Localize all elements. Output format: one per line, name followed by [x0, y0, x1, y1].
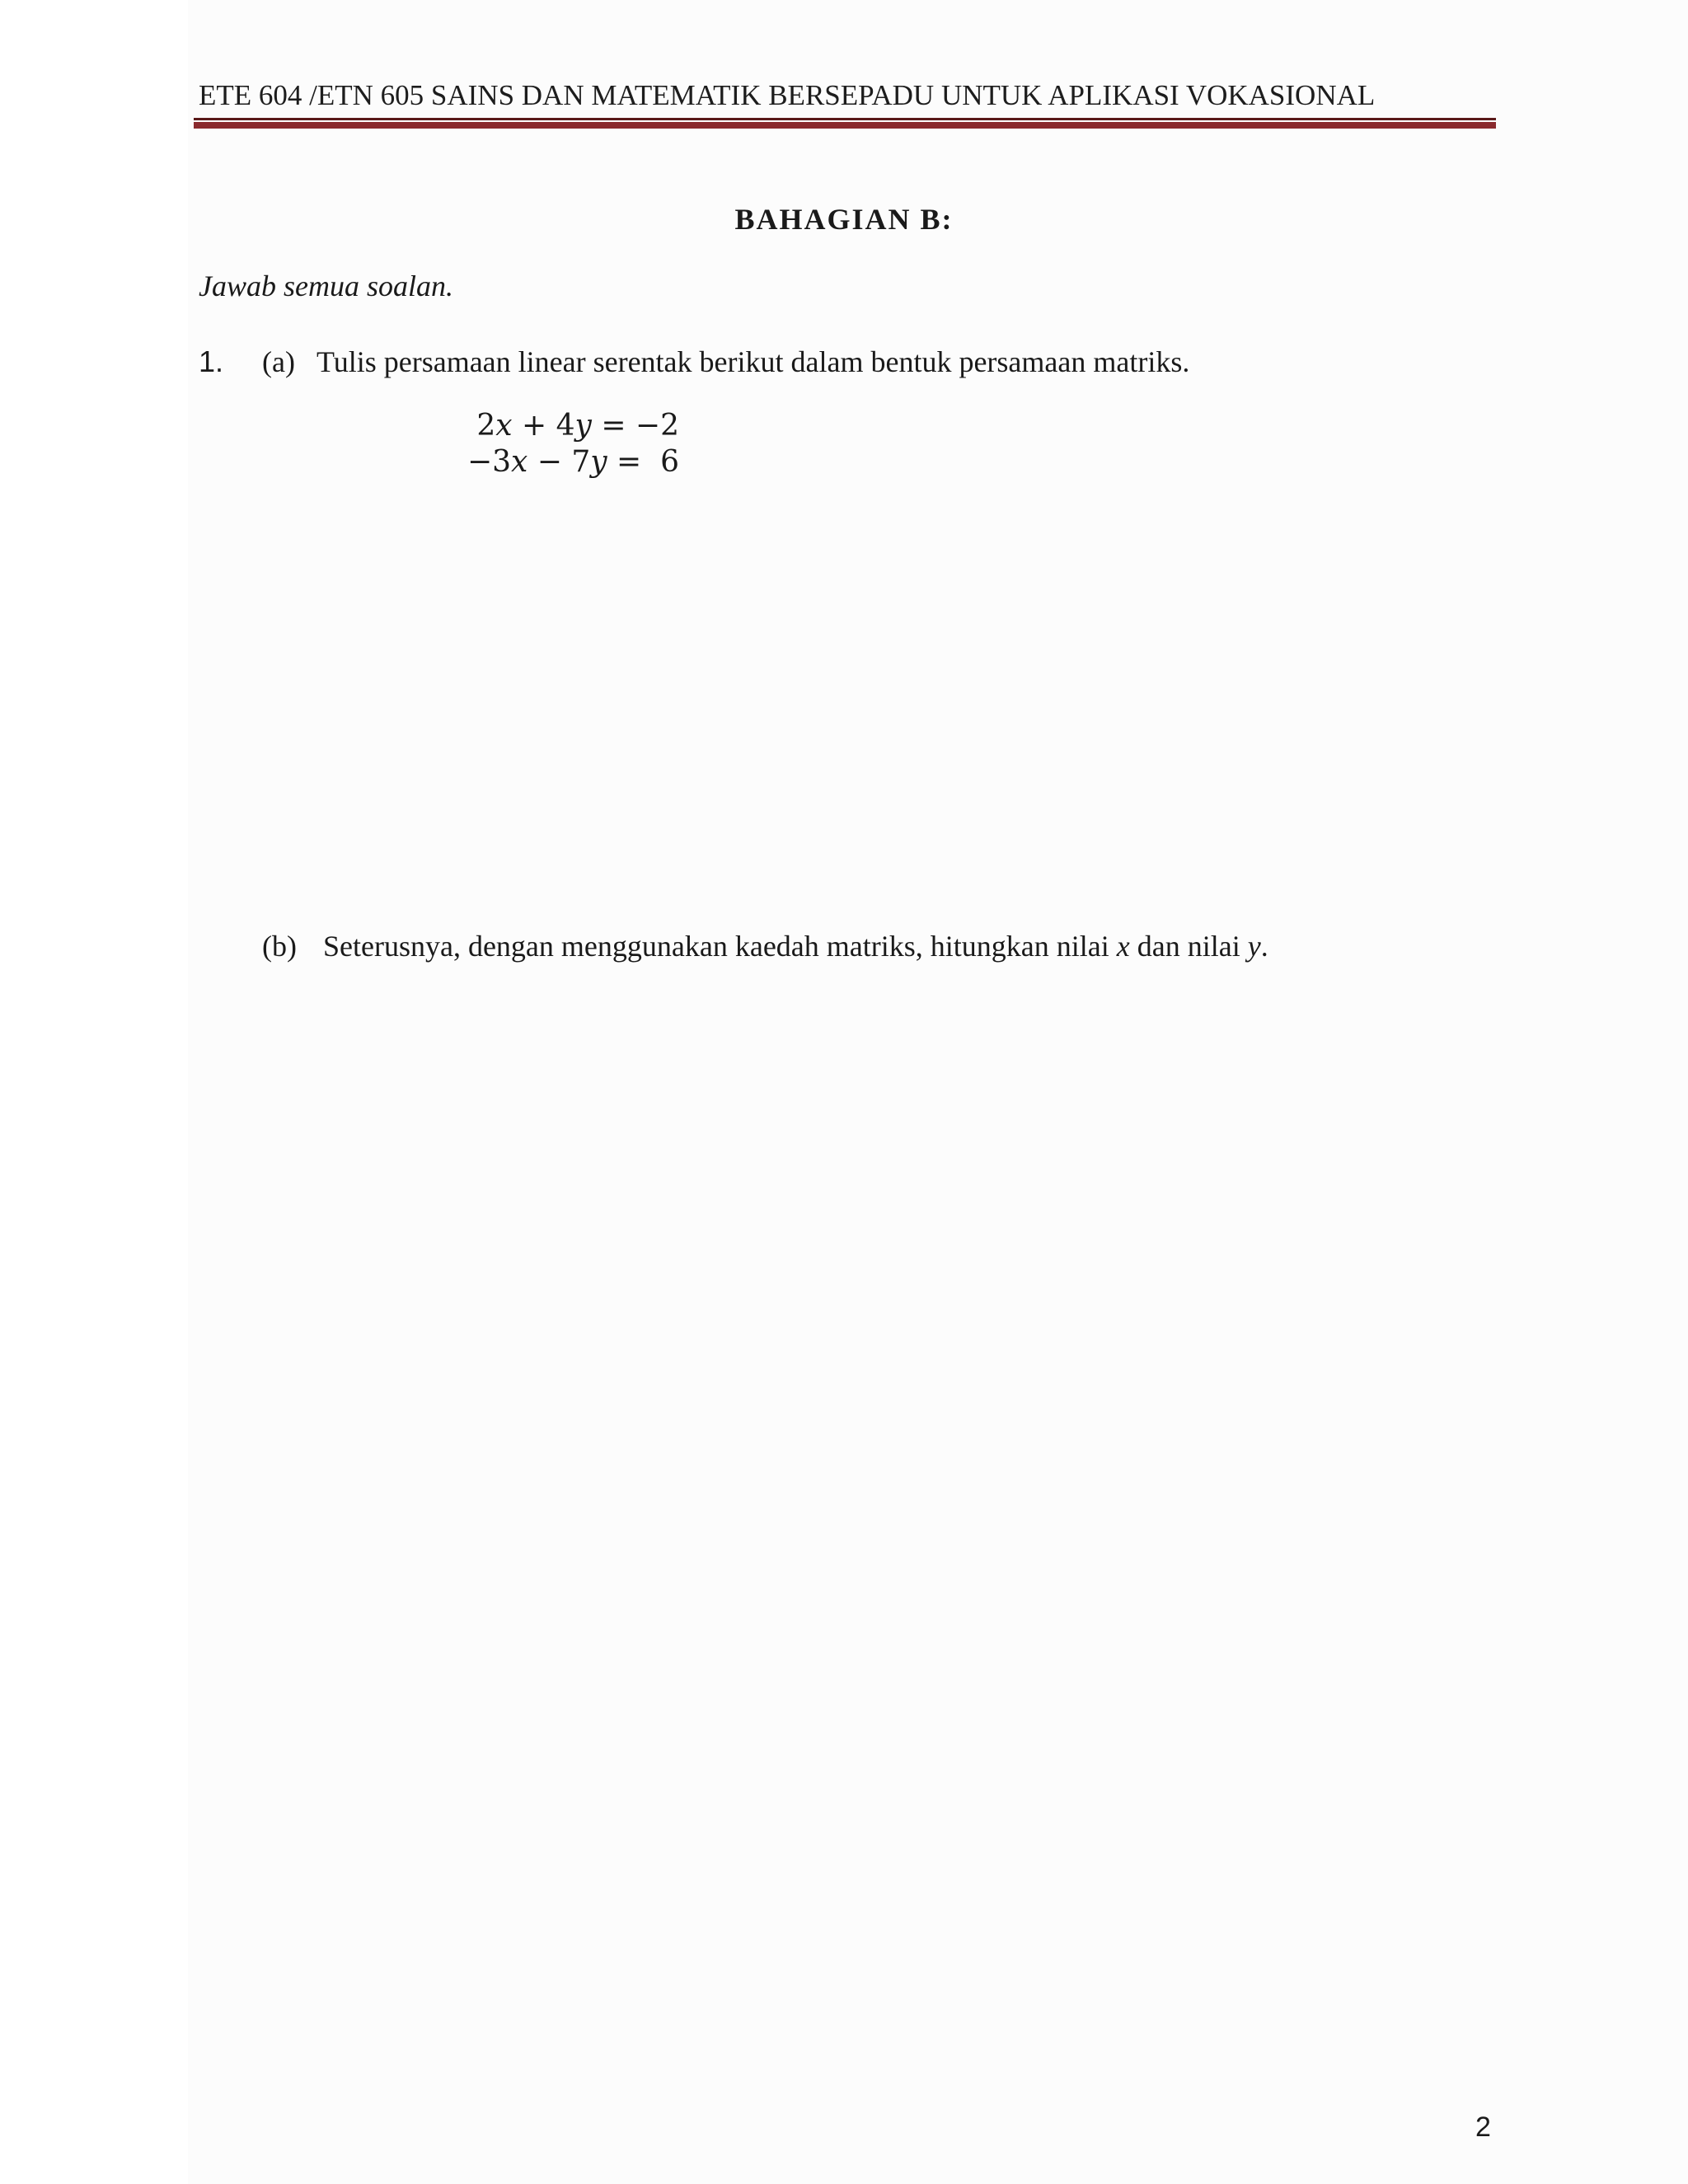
equation-1: 2𝑥 + 4𝑦 = −2: [476, 409, 679, 443]
question-number: 1.: [199, 344, 224, 378]
equation-2: −3𝑥 − 7𝑦 = 6: [467, 445, 679, 479]
variable-x: x: [1116, 930, 1130, 963]
section-instruction: Jawab semua soalan.: [199, 269, 453, 302]
header-rule-thin: [194, 118, 1496, 120]
page-background: [188, 0, 1688, 2184]
section-title: BAHAGIAN B:: [734, 203, 954, 236]
page-number: 2: [1475, 2111, 1491, 2143]
course-header: ETE 604 /ETN 605 SAINS DAN MATEMATIK BERSEPADU UNTUK APLIKASI VOKASIONAL: [199, 79, 1376, 111]
variable-y: y: [1247, 930, 1261, 963]
part-a-label: (a): [262, 345, 295, 378]
part-b-text-end: .: [1260, 930, 1268, 963]
header-rule-thick: [194, 122, 1496, 129]
part-a-text: Tulis persamaan linear serentak berikut dalam bentuk persamaan matriks.: [316, 345, 1190, 378]
part-b-text: [323, 929, 1268, 963]
part-b-text-2: dan nilai: [1129, 930, 1248, 963]
part-b-label: (b): [262, 930, 297, 963]
part-b-text-1: Seterusnya, dengan menggunakan kaedah matriks, hitungkan nilai: [323, 930, 1117, 963]
